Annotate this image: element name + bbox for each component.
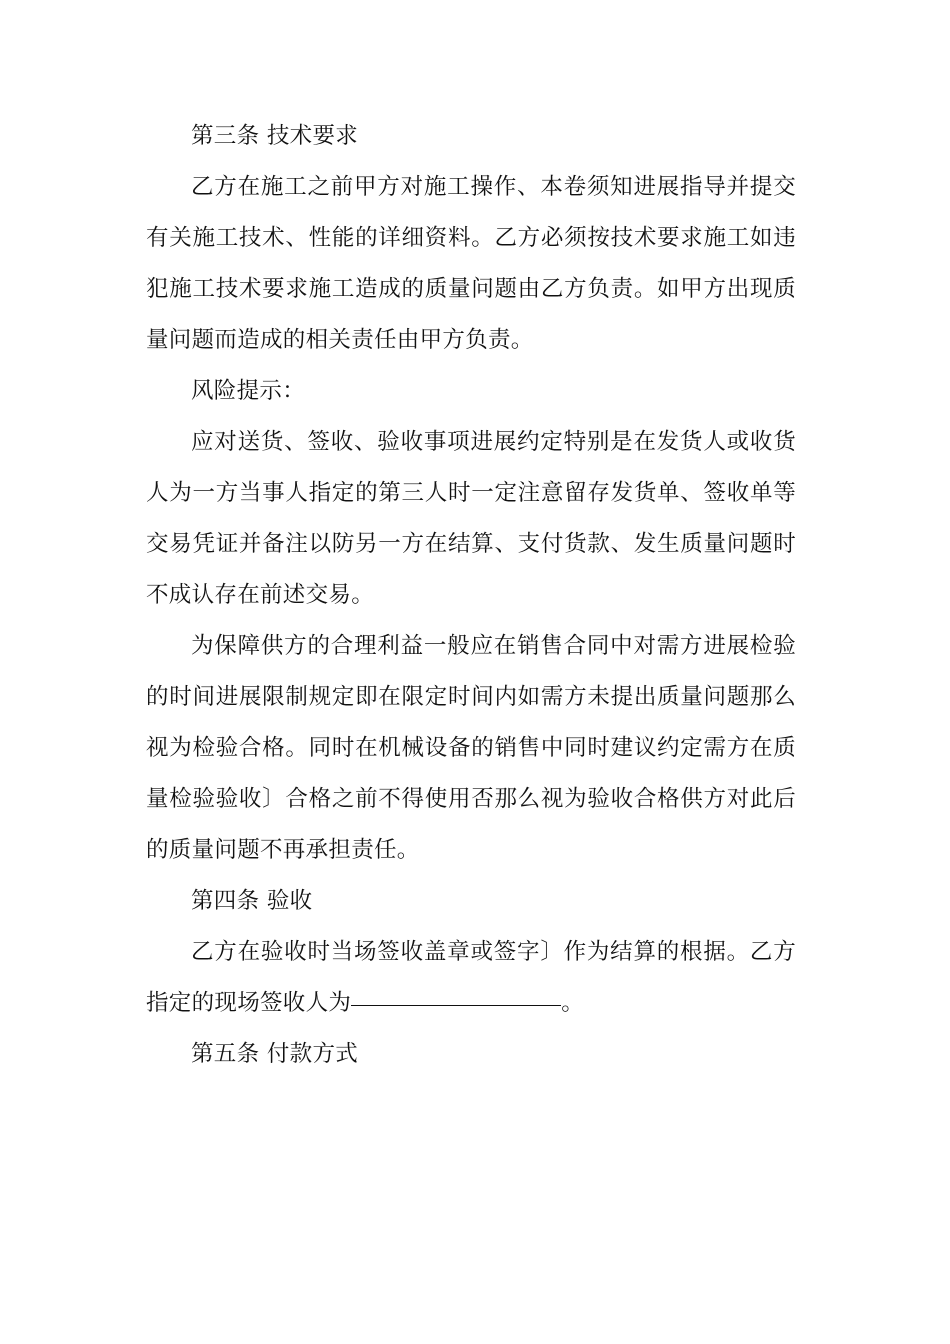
article-4-body-text: 乙方在验收时当场签收盖章或签字〕作为结算的根据。乙方指定的现场签收人为 <box>146 939 796 1016</box>
article-4-body <box>146 927 796 1029</box>
article-3-body: 乙方在施工之前甲方对施工操作、本卷须知进展指导并提交有关施工技术、性能的详细资料。乙方必须按技术要求施工如违犯施工技术要求施工造成的质量问题由乙方负责。如甲方出现质量问题而造成的相关责任由甲方负责。 <box>146 174 796 353</box>
article-5-heading: 第五条 付款方式 <box>191 1041 359 1067</box>
signatory-blank-line <box>351 1004 561 1006</box>
article-3-heading: 第三条 技术要求 <box>191 123 359 149</box>
risk-paragraph-1: 应对送货、签收、验收事项进展约定特别是在发货人或收货人为一方当事人指定的第三人时一定注意留存发货单、签收单等交易凭证并备注以防另一方在结算、支付货款、发生质量问题时不成认存在前述交易。 <box>146 429 796 608</box>
article-4-body-end: 。 <box>561 990 585 1016</box>
document-body <box>146 111 796 1080</box>
article-4-heading: 第四条 验收 <box>191 888 313 914</box>
risk-heading: 风险提示： <box>191 378 306 404</box>
risk-paragraph-2: 为保障供方的合理利益一般应在销售合同中对需方进展检验的时间进展限制规定即在限定时间内如需方未提出质量问题那么视为检验合格。同时在机械设备的销售中同时建议约定需方在质量检验验收〕合格之前不得使用否那么视为验收合格供方对此后的质量问题不再承担责任。 <box>146 633 796 863</box>
